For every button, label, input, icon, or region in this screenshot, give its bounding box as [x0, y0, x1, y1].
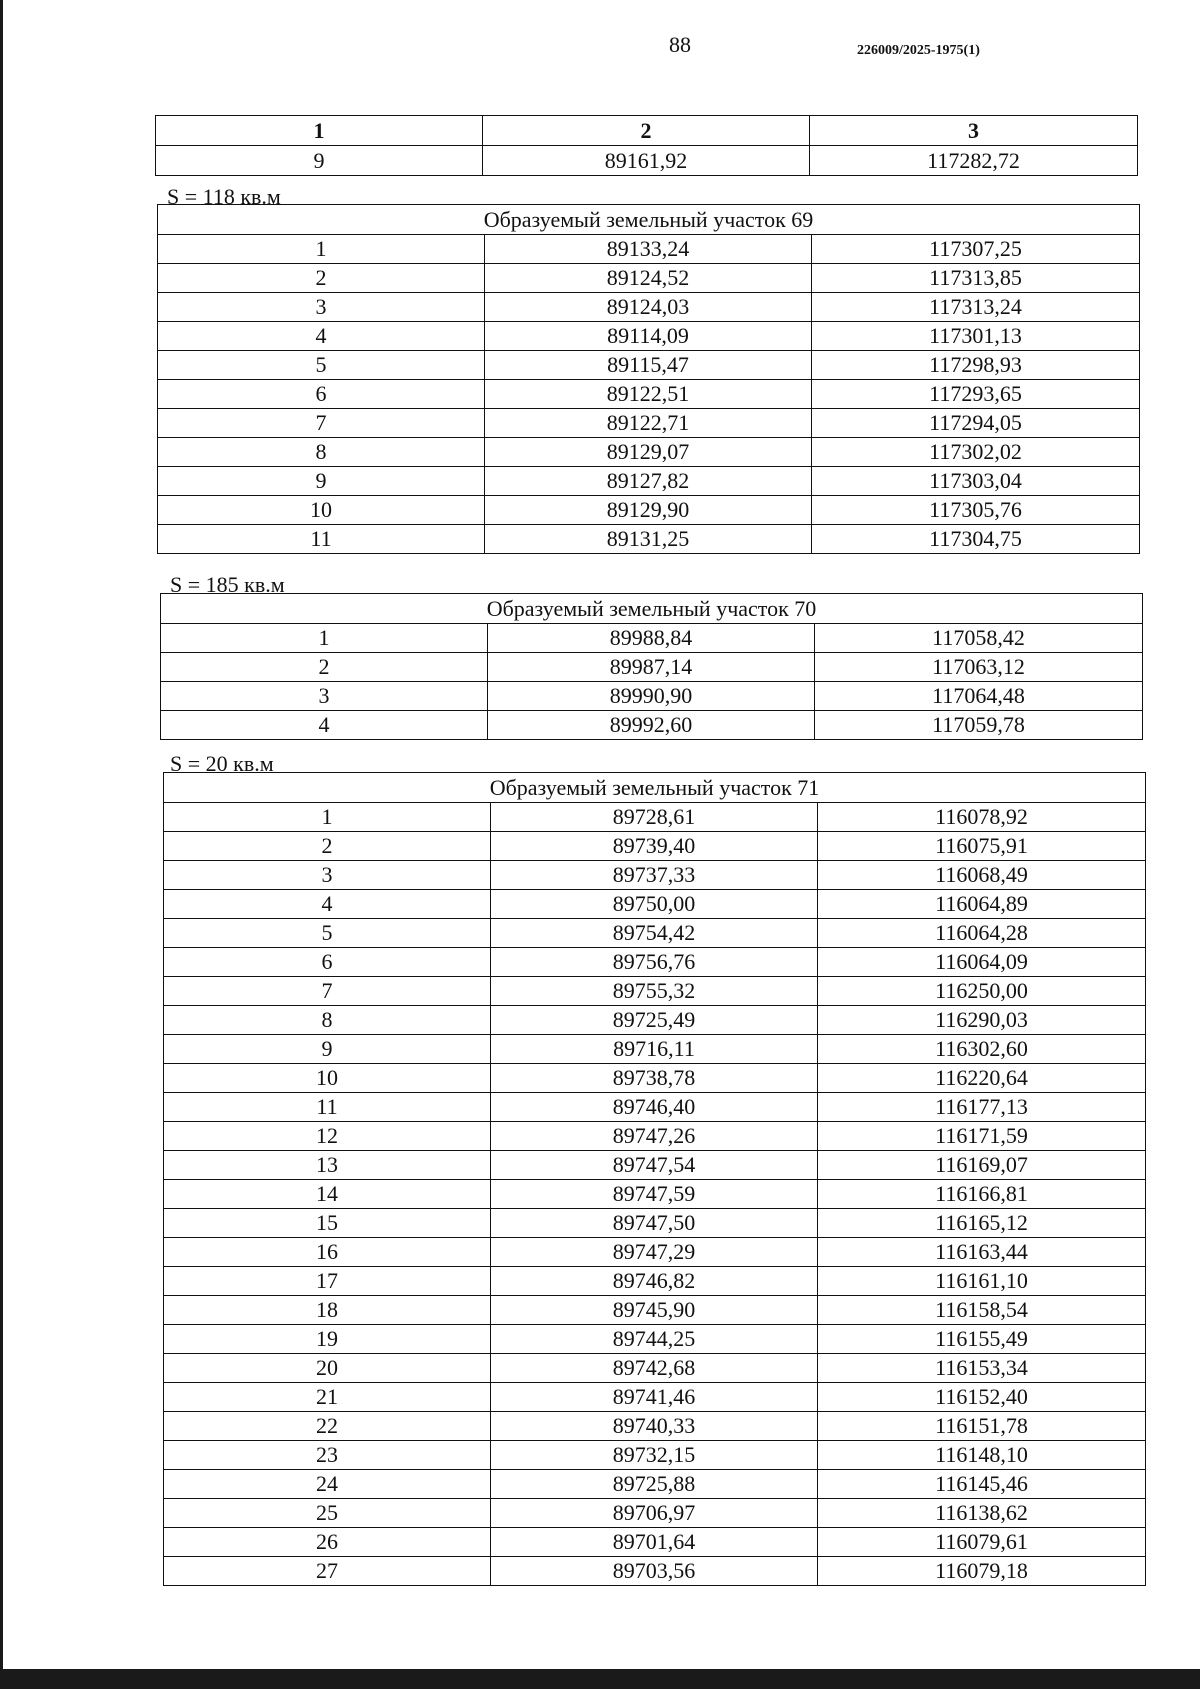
table-row	[158, 351, 1140, 380]
y-coordinate-cell: 117294,05	[812, 409, 1140, 438]
y-coordinate-cell: 117064,48	[815, 682, 1143, 711]
table-row	[158, 293, 1140, 322]
y-coordinate-cell: 117298,93	[812, 351, 1140, 380]
x-coordinate-cell: 89716,11	[491, 1035, 818, 1064]
y-coordinate-cell: 117304,75	[812, 525, 1140, 554]
point-number-cell: 10	[164, 1064, 491, 1093]
y-coordinate-cell: 116166,81	[818, 1180, 1146, 1209]
x-coordinate-cell: 89115,47	[485, 351, 812, 380]
x-coordinate-cell: 89706,97	[491, 1499, 818, 1528]
y-coordinate-cell: 116079,61	[818, 1528, 1146, 1557]
y-coordinate-cell: 117302,02	[812, 438, 1140, 467]
y-coordinate-cell: 116064,28	[818, 919, 1146, 948]
point-number-cell: 4	[161, 711, 488, 740]
x-coordinate-cell: 89114,09	[485, 322, 812, 351]
y-coordinate-cell: 116064,89	[818, 890, 1146, 919]
y-coordinate-cell: 117059,78	[815, 711, 1143, 740]
point-number-cell: 1	[161, 624, 488, 653]
x-coordinate-cell: 89738,78	[491, 1064, 818, 1093]
y-coordinate-cell: 116177,13	[818, 1093, 1146, 1122]
table-row	[164, 832, 1146, 861]
point-number-cell: 10	[158, 496, 485, 525]
table-row	[158, 438, 1140, 467]
y-coordinate-cell: 116250,00	[818, 977, 1146, 1006]
point-number-cell: 26	[164, 1528, 491, 1557]
x-coordinate-cell: 89988,84	[488, 624, 815, 653]
table-row	[164, 1006, 1146, 1035]
plot-title-row	[161, 594, 1143, 624]
table-row	[164, 1325, 1146, 1354]
column-number-3: 3	[810, 116, 1138, 146]
point-number-cell: 12	[164, 1122, 491, 1151]
column-header-table	[155, 115, 1138, 176]
table-row	[161, 711, 1143, 740]
table-row	[164, 1267, 1146, 1296]
x-coordinate-cell: 89737,33	[491, 861, 818, 890]
scan-edge-left	[0, 0, 3, 1689]
x-coordinate-cell: 89747,54	[491, 1151, 818, 1180]
x-coordinate-cell: 89745,90	[491, 1296, 818, 1325]
table-row	[164, 1383, 1146, 1412]
point-number-cell: 1	[164, 803, 491, 832]
y-coordinate-cell: 116148,10	[818, 1441, 1146, 1470]
point-number-cell: 4	[158, 322, 485, 351]
y-coordinate-cell: 117313,24	[812, 293, 1140, 322]
x-coordinate-cell: 89129,07	[485, 438, 812, 467]
table-row	[158, 525, 1140, 554]
point-number-cell: 3	[161, 682, 488, 711]
table-row	[164, 1412, 1146, 1441]
table-row	[161, 624, 1143, 653]
point-number-cell: 7	[158, 409, 485, 438]
table-row	[164, 1470, 1146, 1499]
point-number-cell: 25	[164, 1499, 491, 1528]
y-coordinate-cell: 116165,12	[818, 1209, 1146, 1238]
table-row	[164, 1035, 1146, 1064]
y-coordinate-cell: 116153,34	[818, 1354, 1146, 1383]
table-row	[164, 1296, 1146, 1325]
y-coordinate-cell: 116163,44	[818, 1238, 1146, 1267]
x-coordinate-cell: 89124,03	[485, 293, 812, 322]
carry-over-row	[156, 146, 1138, 176]
point-number-cell: 24	[164, 1470, 491, 1499]
table-row	[164, 1557, 1146, 1586]
table-row	[164, 1151, 1146, 1180]
point-number-cell: 19	[164, 1325, 491, 1354]
area-label: S = 20 кв.м	[170, 751, 274, 776]
point-number-cell: 8	[158, 438, 485, 467]
x-coordinate-cell: 89131,25	[485, 525, 812, 554]
table-row	[164, 1122, 1146, 1151]
table-row	[164, 861, 1146, 890]
point-number-cell: 13	[164, 1151, 491, 1180]
y-coordinate-cell: 116145,46	[818, 1470, 1146, 1499]
y-coordinate-cell: 117313,85	[812, 264, 1140, 293]
column-number-1: 1	[156, 116, 483, 146]
point-number-cell: 18	[164, 1296, 491, 1325]
y-coordinate-cell: 116079,18	[818, 1557, 1146, 1586]
y-coordinate-cell: 116161,10	[818, 1267, 1146, 1296]
x-coordinate-cell: 89739,40	[491, 832, 818, 861]
point-number-cell: 22	[164, 1412, 491, 1441]
y-coordinate-cell: 116302,60	[818, 1035, 1146, 1064]
point-number-cell: 9	[156, 146, 483, 176]
point-number-cell: 15	[164, 1209, 491, 1238]
y-coordinate-cell: 117303,04	[812, 467, 1140, 496]
y-coordinate-cell: 116078,92	[818, 803, 1146, 832]
plot-title-row	[158, 205, 1140, 235]
point-number-cell: 4	[164, 890, 491, 919]
point-number-cell: 8	[164, 1006, 491, 1035]
x-coordinate-cell: 89992,60	[488, 711, 815, 740]
column-number-2: 2	[483, 116, 810, 146]
point-number-cell: 6	[158, 380, 485, 409]
y-coordinate-cell: 117301,13	[812, 322, 1140, 351]
table-row	[164, 1209, 1146, 1238]
table-row	[164, 1441, 1146, 1470]
plot-table-69	[157, 204, 1140, 554]
point-number-cell: 21	[164, 1383, 491, 1412]
y-coordinate-cell: 117063,12	[815, 653, 1143, 682]
table-row	[164, 919, 1146, 948]
page-number: 88	[669, 32, 691, 57]
x-coordinate-cell: 89740,33	[491, 1412, 818, 1441]
y-coordinate-cell: 116151,78	[818, 1412, 1146, 1441]
scan-edge-bottom	[0, 1669, 1200, 1689]
x-coordinate-cell: 89703,56	[491, 1557, 818, 1586]
point-number-cell: 6	[164, 948, 491, 977]
table-row	[164, 890, 1146, 919]
plot-table-71	[163, 772, 1146, 1586]
point-number-cell: 9	[164, 1035, 491, 1064]
x-coordinate-cell: 89133,24	[485, 235, 812, 264]
x-coordinate-cell: 89122,71	[485, 409, 812, 438]
x-coordinate-cell: 89725,49	[491, 1006, 818, 1035]
x-coordinate-cell: 89746,82	[491, 1267, 818, 1296]
y-coordinate-cell: 116171,59	[818, 1122, 1146, 1151]
table-row	[161, 682, 1143, 711]
x-coordinate-cell: 89741,46	[491, 1383, 818, 1412]
x-coordinate-cell: 89732,15	[491, 1441, 818, 1470]
document-number: 226009/2025-1975(1)	[857, 43, 980, 58]
point-number-cell: 27	[164, 1557, 491, 1586]
table-row	[164, 1238, 1146, 1267]
y-coordinate-cell: 116169,07	[818, 1151, 1146, 1180]
x-coordinate-cell: 89754,42	[491, 919, 818, 948]
x-coordinate-cell: 89124,52	[485, 264, 812, 293]
x-coordinate-cell: 89750,00	[491, 890, 818, 919]
table-row	[164, 1354, 1146, 1383]
area-label: S = 118 кв.м	[167, 184, 281, 209]
x-coordinate-cell: 89747,29	[491, 1238, 818, 1267]
table-row	[164, 1180, 1146, 1209]
table-row	[158, 380, 1140, 409]
point-number-cell: 23	[164, 1441, 491, 1470]
x-coordinate-cell: 89725,88	[491, 1470, 818, 1499]
table-row	[164, 803, 1146, 832]
x-coordinate-cell: 89728,61	[491, 803, 818, 832]
y-coordinate-cell: 116064,09	[818, 948, 1146, 977]
y-coordinate-cell: 116075,91	[818, 832, 1146, 861]
point-number-cell: 2	[161, 653, 488, 682]
plot-title: Образуемый земельный участок 71	[164, 773, 1146, 803]
area-label: S = 185 кв.м	[170, 572, 285, 597]
table-row	[164, 977, 1146, 1006]
point-number-cell: 1	[158, 235, 485, 264]
table-row	[164, 1093, 1146, 1122]
point-number-cell: 5	[164, 919, 491, 948]
x-coordinate-cell: 89990,90	[488, 682, 815, 711]
plot-title: Образуемый земельный участок 69	[158, 205, 1140, 235]
point-number-cell: 11	[164, 1093, 491, 1122]
point-number-cell: 3	[158, 293, 485, 322]
table-row	[164, 1499, 1146, 1528]
x-coordinate-cell: 89127,82	[485, 467, 812, 496]
table-row	[164, 1064, 1146, 1093]
x-coordinate-cell: 89129,90	[485, 496, 812, 525]
point-number-cell: 5	[158, 351, 485, 380]
point-number-cell: 9	[158, 467, 485, 496]
y-coordinate-cell: 116138,62	[818, 1499, 1146, 1528]
x-coordinate-cell: 89122,51	[485, 380, 812, 409]
point-number-cell: 7	[164, 977, 491, 1006]
table-row	[158, 467, 1140, 496]
point-number-cell: 3	[164, 861, 491, 890]
point-number-cell: 17	[164, 1267, 491, 1296]
plot-title: Образуемый земельный участок 70	[161, 594, 1143, 624]
point-number-cell: 2	[158, 264, 485, 293]
y-coordinate-cell: 116068,49	[818, 861, 1146, 890]
x-coordinate-cell: 89747,26	[491, 1122, 818, 1151]
table-row	[158, 264, 1140, 293]
table-row	[161, 653, 1143, 682]
y-coordinate-cell: 116155,49	[818, 1325, 1146, 1354]
table-row	[158, 322, 1140, 351]
table-row	[158, 496, 1140, 525]
y-coordinate-cell: 116290,03	[818, 1006, 1146, 1035]
y-coordinate-cell: 117282,72	[810, 146, 1138, 176]
point-number-cell: 14	[164, 1180, 491, 1209]
y-coordinate-cell: 116152,40	[818, 1383, 1146, 1412]
table-row	[164, 1528, 1146, 1557]
y-coordinate-cell: 117058,42	[815, 624, 1143, 653]
plot-table-70	[160, 593, 1143, 740]
table-row	[158, 409, 1140, 438]
y-coordinate-cell: 117307,25	[812, 235, 1140, 264]
x-coordinate-cell: 89756,76	[491, 948, 818, 977]
point-number-cell: 2	[164, 832, 491, 861]
x-coordinate-cell: 89161,92	[483, 146, 810, 176]
table-row	[158, 235, 1140, 264]
point-number-cell: 16	[164, 1238, 491, 1267]
y-coordinate-cell: 117293,65	[812, 380, 1140, 409]
column-number-row	[156, 116, 1138, 146]
y-coordinate-cell: 117305,76	[812, 496, 1140, 525]
point-number-cell: 20	[164, 1354, 491, 1383]
x-coordinate-cell: 89742,68	[491, 1354, 818, 1383]
x-coordinate-cell: 89755,32	[491, 977, 818, 1006]
point-number-cell: 11	[158, 525, 485, 554]
x-coordinate-cell: 89701,64	[491, 1528, 818, 1557]
x-coordinate-cell: 89987,14	[488, 653, 815, 682]
plot-title-row	[164, 773, 1146, 803]
x-coordinate-cell: 89747,50	[491, 1209, 818, 1238]
x-coordinate-cell: 89747,59	[491, 1180, 818, 1209]
y-coordinate-cell: 116220,64	[818, 1064, 1146, 1093]
table-row	[164, 948, 1146, 977]
x-coordinate-cell: 89746,40	[491, 1093, 818, 1122]
x-coordinate-cell: 89744,25	[491, 1325, 818, 1354]
y-coordinate-cell: 116158,54	[818, 1296, 1146, 1325]
